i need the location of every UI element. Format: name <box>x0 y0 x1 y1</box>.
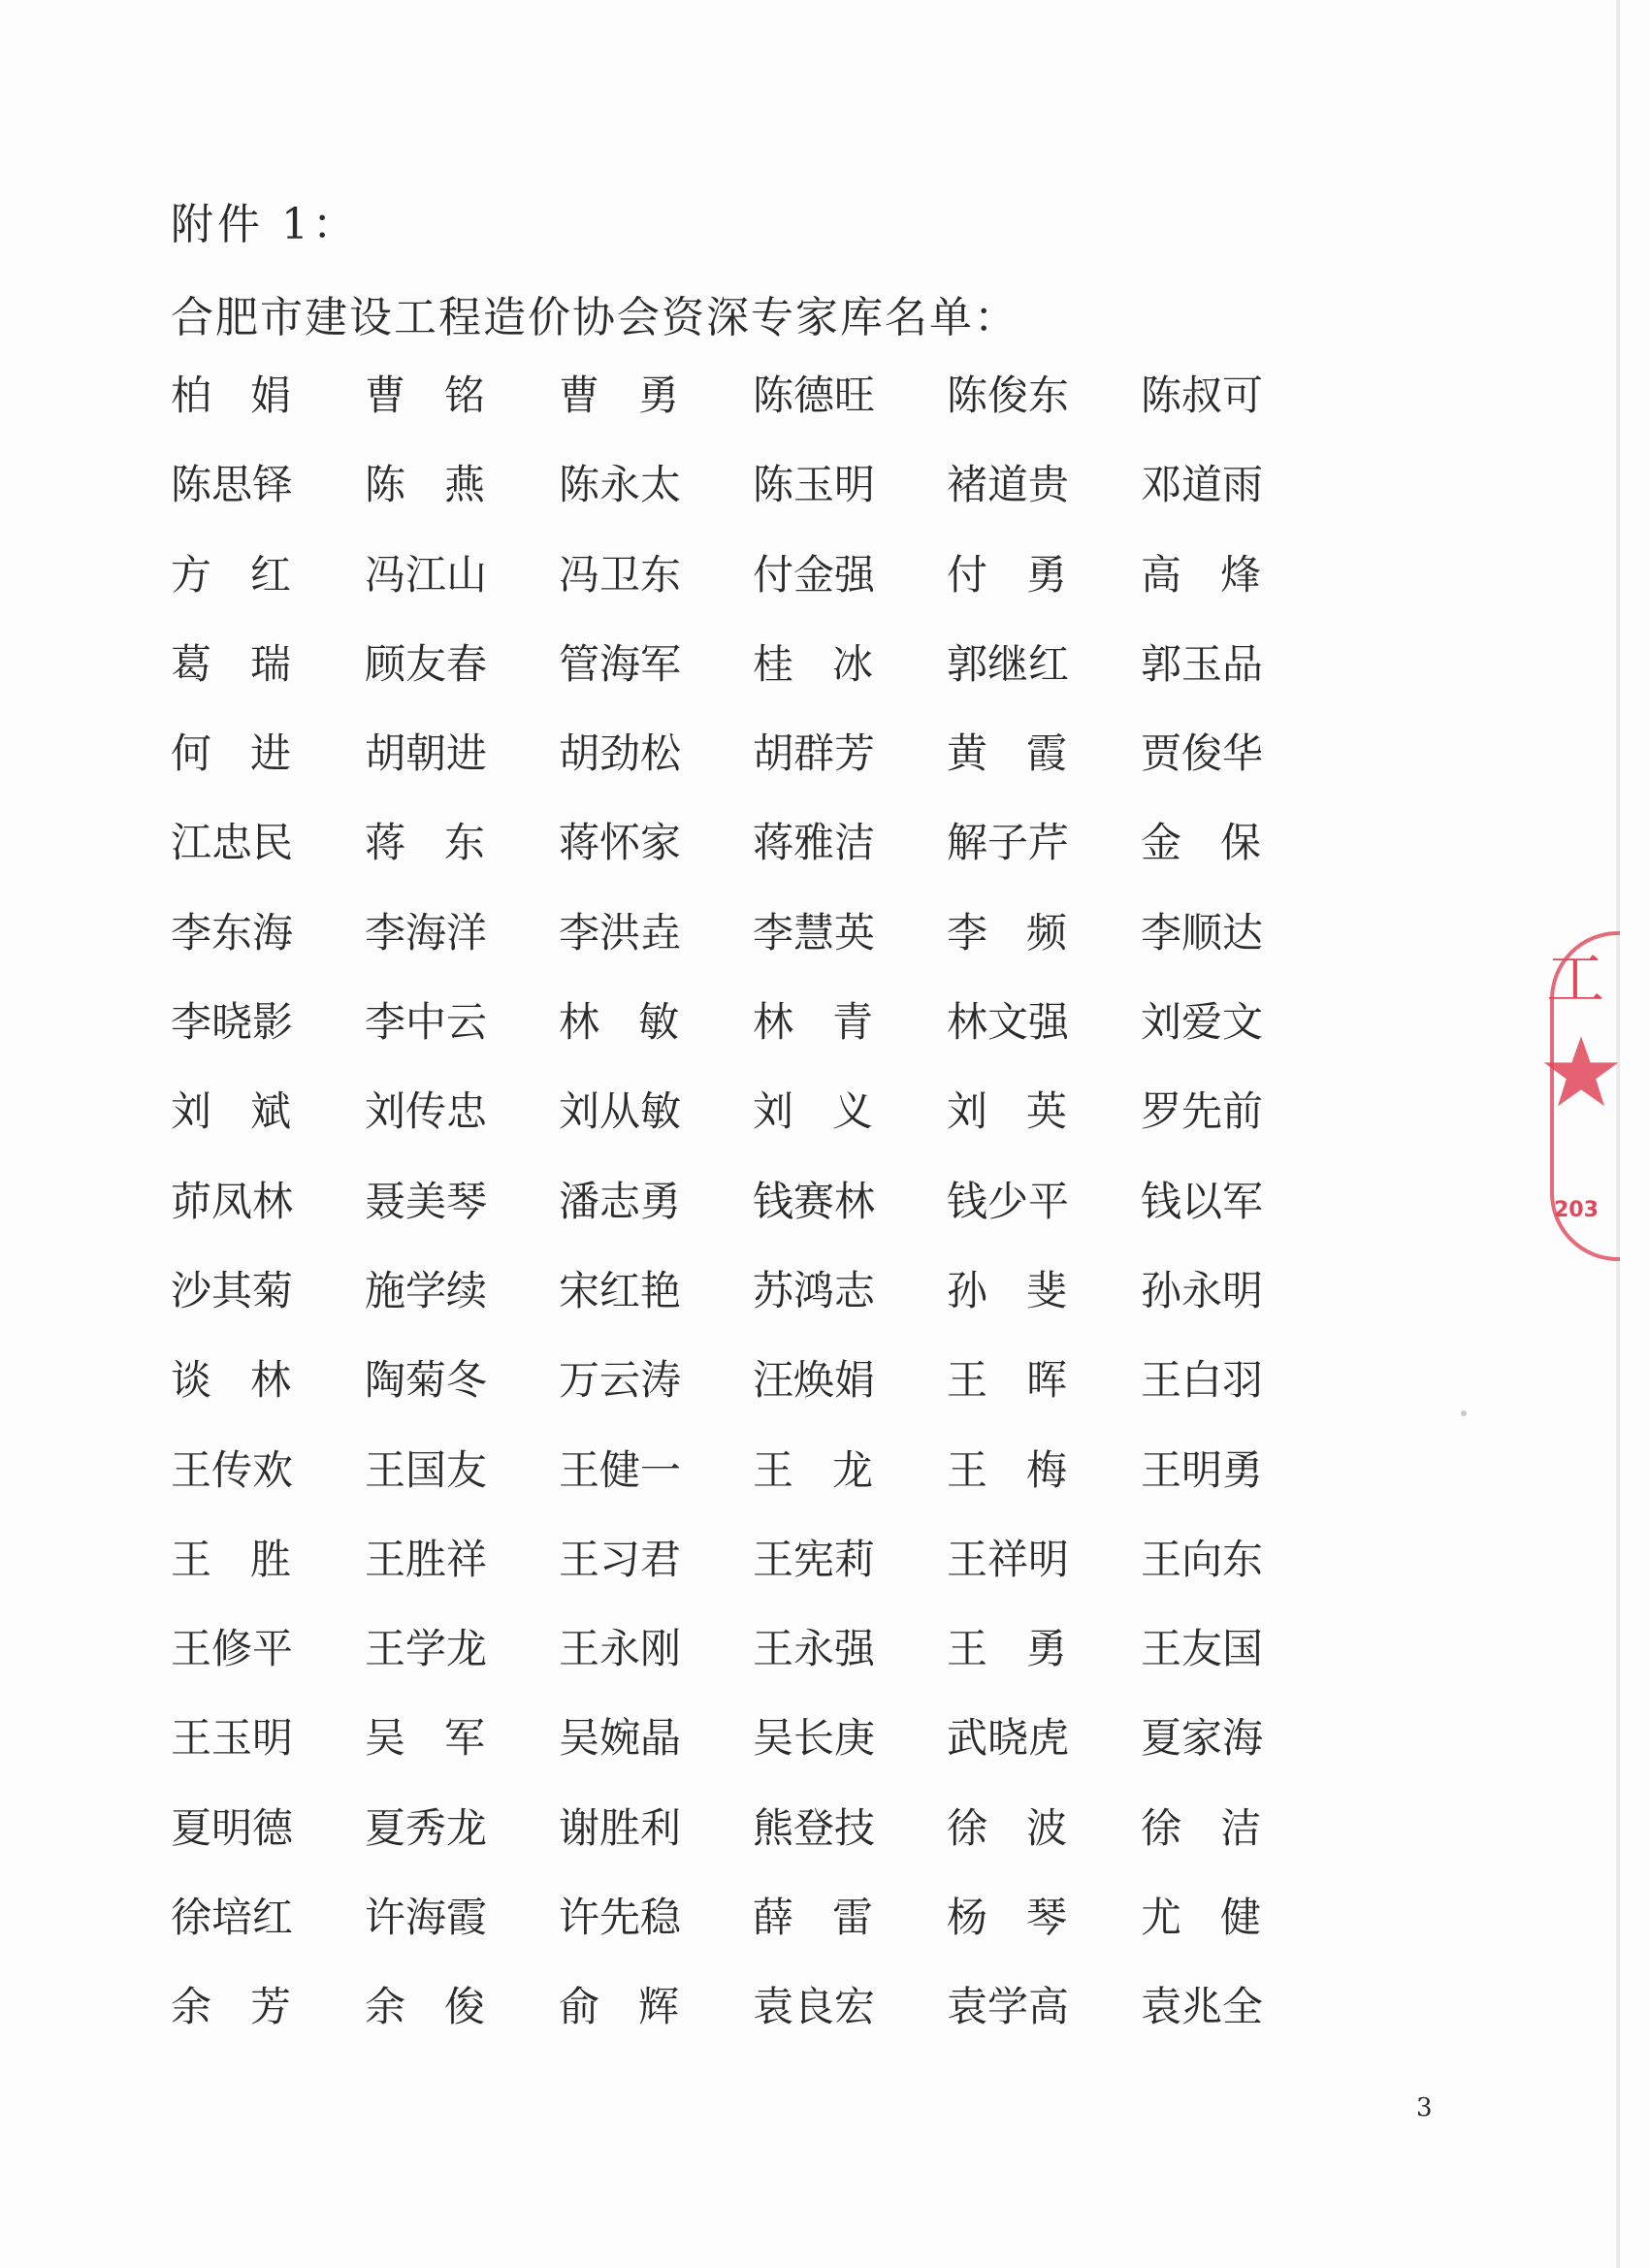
expert-name: 林 青 <box>753 998 873 1047</box>
expert-name: 陈 德 旺 <box>753 372 876 419</box>
expert-name: 余 俊 <box>365 1983 485 2031</box>
expert-name: 林 文 强 <box>947 998 1070 1047</box>
expert-name: 李 海 洋 <box>365 908 488 956</box>
red-seal-stamp <box>1533 931 1620 1261</box>
expert-name: 徐 洁 <box>1141 1803 1261 1852</box>
seal-code: 203 <box>1554 1198 1599 1222</box>
expert-name: 钱 赛 林 <box>753 1177 876 1225</box>
expert-name: 王 玉 明 <box>171 1714 294 1763</box>
expert-name: 钱 以 军 <box>1141 1177 1264 1225</box>
expert-name: 袁 学 高 <box>947 1983 1070 2031</box>
expert-name: 胡 朝 进 <box>365 729 488 778</box>
expert-name: 钱 少 平 <box>947 1177 1070 1225</box>
expert-name: 苏 鸿 志 <box>753 1266 876 1314</box>
expert-name: 杨 琴 <box>947 1894 1067 1942</box>
expert-name: 胡 劲 松 <box>559 729 682 778</box>
expert-name: 袁 良 宏 <box>753 1983 876 2031</box>
scan-speck <box>1461 1410 1467 1416</box>
expert-name: 付 勇 <box>947 550 1067 599</box>
expert-name: 陈 叔 可 <box>1141 372 1264 419</box>
expert-name: 许 先 稳 <box>559 1894 682 1942</box>
expert-name: 蒋 东 <box>365 819 485 867</box>
expert-name: 冯 卫 东 <box>559 550 682 599</box>
expert-name: 熊 登 技 <box>753 1803 876 1852</box>
expert-name: 茆 凤 林 <box>171 1177 294 1225</box>
expert-name: 王 祥 明 <box>947 1535 1070 1583</box>
expert-name: 俞 辉 <box>559 1983 679 2031</box>
expert-name: 王 白 羽 <box>1141 1356 1264 1405</box>
expert-name: 解 子 芹 <box>947 819 1070 867</box>
expert-name: 施 学 续 <box>365 1266 488 1314</box>
expert-name: 曹 铭 <box>365 372 485 419</box>
expert-name: 潘 志 勇 <box>559 1177 682 1225</box>
expert-name: 李 频 <box>947 908 1067 956</box>
expert-name: 郭 玉 品 <box>1141 639 1264 688</box>
expert-name: 夏 家 海 <box>1141 1714 1264 1763</box>
expert-name: 陈 玉 明 <box>753 461 876 509</box>
expert-name: 褚 道 贵 <box>947 461 1070 509</box>
expert-name: 刘 义 <box>753 1087 873 1136</box>
expert-name: 金 保 <box>1141 819 1261 867</box>
expert-name: 王 学 龙 <box>365 1625 488 1673</box>
seal-star-icon <box>1542 1033 1620 1111</box>
expert-name: 付 金 强 <box>753 550 876 599</box>
expert-name: 徐 培 红 <box>171 1894 294 1942</box>
expert-name: 陈 永 太 <box>559 461 682 509</box>
expert-name: 袁 兆 全 <box>1141 1983 1264 2031</box>
expert-name: 陈 燕 <box>365 461 485 509</box>
expert-name: 王 国 友 <box>365 1445 488 1494</box>
expert-name: 刘 爱 文 <box>1141 998 1264 1047</box>
expert-name: 黄 霞 <box>947 729 1067 778</box>
expert-name: 方 红 <box>171 550 291 599</box>
expert-name: 林 敏 <box>559 998 679 1047</box>
expert-name: 何 进 <box>171 729 291 778</box>
expert-name: 李 晓 影 <box>171 998 294 1047</box>
expert-name: 王 宪 莉 <box>753 1535 876 1583</box>
expert-name: 王 修 平 <box>171 1625 294 1673</box>
expert-name: 王 勇 <box>947 1625 1067 1673</box>
expert-name: 刘 从 敏 <box>559 1087 682 1136</box>
expert-name: 顾 友 春 <box>365 639 488 688</box>
expert-name: 郭 继 红 <box>947 639 1070 688</box>
seal-text: 工 <box>1546 946 1604 1014</box>
expert-name: 沙 其 菊 <box>171 1266 294 1314</box>
expert-name: 夏 秀 龙 <box>365 1803 488 1852</box>
expert-name: 刘 斌 <box>171 1087 291 1136</box>
expert-name: 蒋 怀 家 <box>559 819 682 867</box>
expert-name: 王 健 一 <box>559 1445 682 1494</box>
expert-name: 王 胜 祥 <box>365 1535 488 1583</box>
expert-name: 宋 红 艳 <box>559 1266 682 1314</box>
expert-name: 谈 林 <box>171 1356 291 1405</box>
expert-name: 胡 群 芳 <box>753 729 876 778</box>
expert-name: 汪 焕 娟 <box>753 1356 876 1405</box>
expert-name: 李 顺 达 <box>1141 908 1264 956</box>
expert-name-grid <box>171 367 1286 2068</box>
expert-name: 王 友 国 <box>1141 1625 1264 1673</box>
expert-name: 徐 波 <box>947 1803 1067 1852</box>
expert-name: 吴 长 庚 <box>753 1714 876 1763</box>
expert-name: 陈 俊 东 <box>947 372 1070 419</box>
expert-name: 罗 先 前 <box>1141 1087 1264 1136</box>
expert-name: 吴 军 <box>365 1714 485 1763</box>
expert-name: 孙 斐 <box>947 1266 1067 1314</box>
expert-name: 王 明 勇 <box>1141 1445 1264 1494</box>
expert-name: 谢 胜 利 <box>559 1803 682 1852</box>
expert-name: 王 习 君 <box>559 1535 682 1583</box>
expert-name: 王 永 强 <box>753 1625 876 1673</box>
expert-name: 武 晓 虎 <box>947 1714 1070 1763</box>
expert-name: 王 传 欢 <box>171 1445 294 1494</box>
expert-name: 高 烽 <box>1141 550 1261 599</box>
expert-name: 许 海 霞 <box>365 1894 488 1942</box>
expert-name: 曹 勇 <box>559 372 679 419</box>
attachment-label: 附件 1： <box>171 200 359 249</box>
expert-name: 王 晖 <box>947 1356 1067 1405</box>
expert-name: 王 梅 <box>947 1445 1067 1494</box>
expert-name: 蒋 雅 洁 <box>753 819 876 867</box>
expert-name: 桂 冰 <box>753 639 873 688</box>
expert-name: 王 胜 <box>171 1535 291 1583</box>
expert-name: 江 忠 民 <box>171 819 294 867</box>
expert-name: 李 东 海 <box>171 908 294 956</box>
expert-name: 吴 婉 晶 <box>559 1714 682 1763</box>
expert-name: 尤 健 <box>1141 1894 1261 1942</box>
list-title: 合肥市建设工程造价协会资深专家库名单： <box>171 293 1018 342</box>
expert-name: 李 中 云 <box>365 998 488 1047</box>
expert-name: 王 龙 <box>753 1445 873 1494</box>
expert-name: 贾 俊 华 <box>1141 729 1264 778</box>
expert-name: 葛 瑞 <box>171 639 291 688</box>
expert-name: 聂 美 琴 <box>365 1177 488 1225</box>
expert-name: 王 向 东 <box>1141 1535 1264 1583</box>
expert-name: 孙 永 明 <box>1141 1266 1264 1314</box>
expert-name: 管 海 军 <box>559 639 682 688</box>
expert-name: 冯 江 山 <box>365 550 488 599</box>
expert-name: 刘 传 忠 <box>365 1087 488 1136</box>
expert-name: 陈 思 铎 <box>171 461 294 509</box>
expert-name: 邓 道 雨 <box>1141 461 1264 509</box>
expert-name: 薛 雷 <box>753 1894 873 1942</box>
expert-name: 李 洪 垚 <box>559 908 682 956</box>
expert-name: 陶 菊 冬 <box>365 1356 488 1405</box>
page-number: 3 <box>1416 2093 1433 2122</box>
expert-name: 夏 明 德 <box>171 1803 294 1852</box>
expert-name: 柏 娟 <box>171 372 291 419</box>
expert-name: 刘 英 <box>947 1087 1067 1136</box>
expert-name: 李 慧 英 <box>753 908 876 956</box>
expert-name: 王 永 刚 <box>559 1625 682 1673</box>
expert-name: 余 芳 <box>171 1983 291 2031</box>
expert-name: 万 云 涛 <box>559 1356 682 1405</box>
